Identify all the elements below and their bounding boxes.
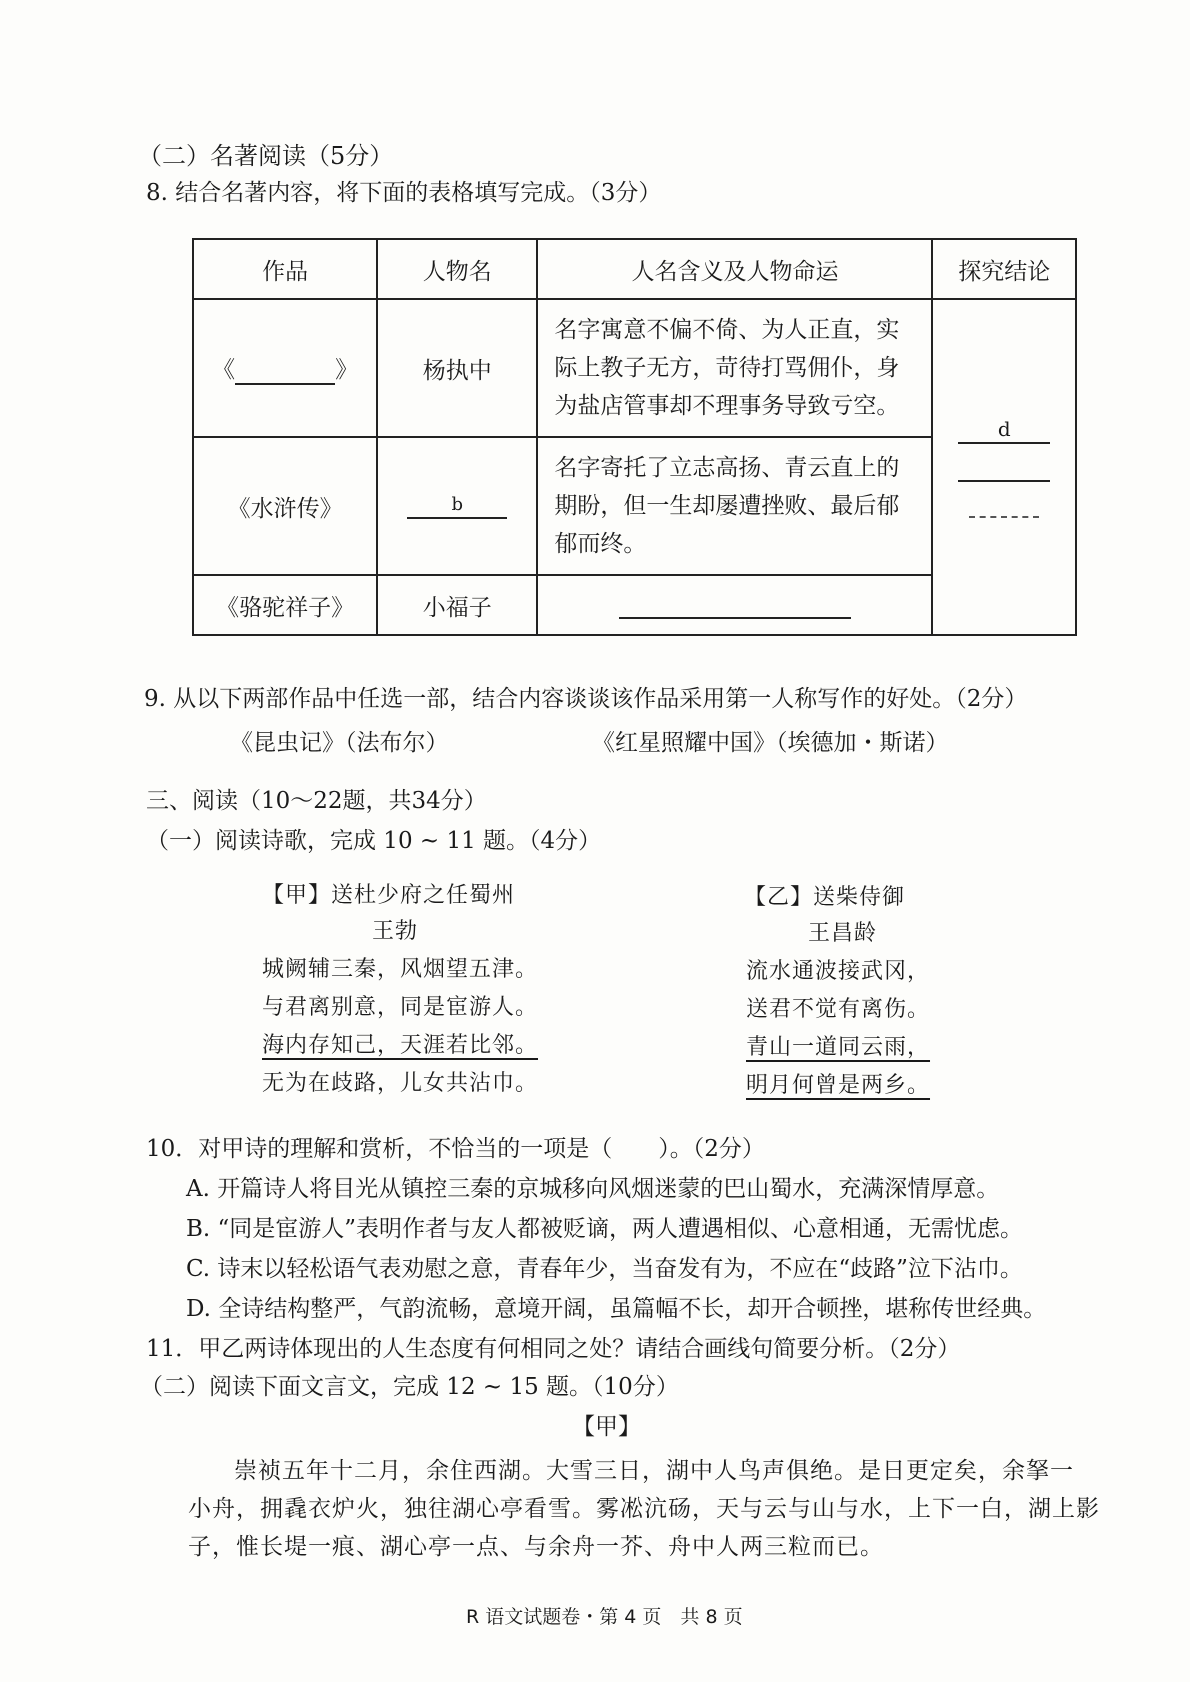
book-close-bracket: 》 [335, 357, 359, 383]
work-blank[interactable] [235, 357, 335, 385]
character-cell: 杨执中 [377, 299, 537, 437]
poem-a-author: 王勃 [372, 919, 419, 944]
book-open-bracket: 《 [212, 357, 236, 383]
subsection-poetry: （一）阅读诗歌，完成 10 ~ 11 题。（4分） [146, 828, 602, 854]
passage-label: 【甲】 [572, 1414, 641, 1440]
q10-option-d[interactable]: D. 全诗结构整严，气韵流畅，意境开阔，虽篇幅不长，却开合顿挫，堪称传世经典。 [186, 1296, 1047, 1322]
table-header-row [193, 239, 1076, 299]
header-work: 作品 [193, 239, 377, 299]
conclusion-blank-d[interactable]: d [958, 416, 1050, 444]
subsection-classical: （二）阅读下面文言文，完成 12 ~ 15 题。（10分） [140, 1374, 679, 1400]
work-cell [193, 299, 377, 437]
character-cell: 小福子 [377, 575, 537, 635]
work-cell: 《骆驼祥子》 [193, 575, 377, 635]
q10-option-c[interactable]: C. 诗末以轻松语气表劝慰之意，青春年少，当奋发有为，不应在“歧路”泣下沾巾。 [186, 1256, 1023, 1282]
work-cell: 《水浒传》 [193, 437, 377, 575]
poem-b-line: 流水通波接武冈， [746, 959, 931, 984]
fate-cell: 名字寄托了立志高扬、青云直上的期盼，但一生却屡遭挫败、最后郁郁而终。 [537, 437, 932, 575]
poem-b-line-underlined: 明月何曾是两乡。 [746, 1073, 931, 1098]
question-11: 11．甲乙两诗体现出的人生态度有何相同之处？请结合画线句简要分析。（2分） [146, 1336, 961, 1362]
section-title-reading: 三、阅读（10～22题，共34分） [146, 788, 487, 814]
conclusion-cell [932, 299, 1076, 635]
poem-b-title: 【乙】送柴侍御 [744, 885, 906, 910]
question-9: 9. 从以下两部作品中任选一部，结合内容谈谈该作品采用第一人称写作的好处。（2分） [144, 686, 1028, 712]
page-footer: R 语文试题卷・第 4 页 共 8 页 [466, 1606, 743, 1628]
poem-a-line: 与君离别意，同是宦游人。 [262, 995, 539, 1020]
conclusion-blank-line[interactable] [969, 510, 1039, 518]
passage-line: 子，惟长堤一痕、湖心亭一点、与余舟一芥、舟中人两三粒而已。 [188, 1534, 884, 1560]
poem-b-line-underlined: 青山一道同云雨， [746, 1035, 931, 1060]
poem-b-line: 送君不觉有离伤。 [746, 997, 931, 1022]
section-title-famous: （二）名著阅读（5分） [138, 142, 394, 170]
poem-a-title: 【甲】送杜少府之任蜀州 [262, 883, 516, 908]
poem-a-line: 无为在歧路，儿女共沾巾。 [262, 1071, 539, 1096]
q10-option-b[interactable]: B. “同是宦游人”表明作者与友人都被贬谪，两人遭遇相似、心意相通，无需忧虑。 [186, 1216, 1024, 1242]
header-fate: 人名含义及人物命运 [537, 239, 932, 299]
poem-a-line: 城阙辅三秦，风烟望五津。 [262, 957, 539, 982]
passage-line: 小舟，拥毳衣炉火，独往湖心亭看雪。雾凇沆砀，天与云与山与水，上下一白，湖上影 [188, 1496, 1100, 1522]
fate-blank[interactable] [619, 591, 851, 619]
character-blank-b[interactable]: b [407, 493, 507, 519]
passage-line: 崇祯五年十二月，余住西湖。大雪三日，湖中人鸟声俱绝。是日更定矣，余拏一 [234, 1458, 1074, 1484]
table-row [193, 299, 1076, 437]
poem-b-author: 王昌龄 [808, 921, 878, 946]
header-conclusion: 探究结论 [932, 239, 1076, 299]
q10-option-a[interactable]: A. 开篇诗人将目光从镇控三秦的京城移向风烟迷蒙的巴山蜀水，充满深情厚意。 [186, 1176, 1000, 1202]
fate-cell [537, 575, 932, 635]
book-option-2: 《红星照耀中国》（埃德加・斯诺） [592, 730, 949, 756]
literature-table [192, 238, 1077, 636]
header-character: 人物名 [377, 239, 537, 299]
question-10: 10．对甲诗的理解和赏析，不恰当的一项是（ ）。（2分） [146, 1136, 765, 1162]
poem-a-line-underlined: 海内存知己，天涯若比邻。 [262, 1033, 539, 1058]
question-8: 8. 结合名著内容，将下面的表格填写完成。（3分） [146, 180, 662, 206]
fate-cell: 名字寓意不偏不倚、为人正直，实际上教子无方，苛待打骂佣仆，身为盐店管事却不理事务导致亏空。 [537, 299, 932, 437]
character-cell [377, 437, 537, 575]
book-option-1: 《昆虫记》（法布尔） [230, 730, 449, 756]
conclusion-blank-line[interactable] [958, 470, 1050, 482]
